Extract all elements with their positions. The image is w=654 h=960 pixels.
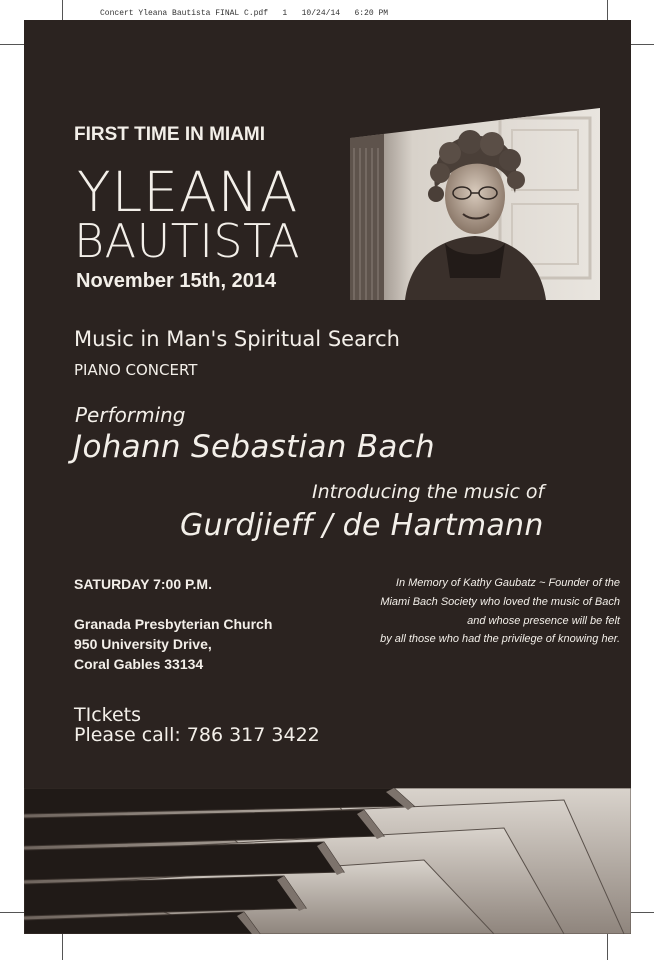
memorial-line-1: In Memory of Kathy Gaubatz ~ Founder of the [395, 577, 620, 589]
performer-photo [350, 108, 600, 300]
tickets-label: TIckets [74, 704, 142, 726]
print-header: Concert Yleana Bautista FINAL C.pdf 1 10/24/14 6:20 PM [100, 9, 389, 18]
kicker-text: FIRST TIME IN MIAMI [74, 124, 266, 145]
venue-line-1: Granada Presbyterian Church [74, 616, 273, 632]
piano-keys-image [24, 788, 631, 934]
memorial-line-2: Miami Bach Society who loved the music of Bach [380, 596, 620, 608]
performer-name-last: BAUTISTA [74, 214, 301, 268]
performer-name-first: YLEANA [77, 160, 299, 224]
composer-gurdjieff: Gurdjieff / de Hartmann [180, 508, 544, 543]
concert-type: PIANO CONCERT [74, 361, 198, 379]
concert-poster [24, 20, 631, 934]
venue-line-3: Coral Gables 33134 [74, 656, 204, 672]
introducing-label: Introducing the music of [312, 481, 545, 503]
concert-date: November 15th, 2014 [76, 270, 277, 292]
composer-bach: Johann Sebastian Bach [73, 429, 435, 465]
program-title: Music in Man's Spiritual Search [74, 327, 400, 351]
memorial-line-4: by all those who had the privilege of knowing her. [380, 633, 620, 645]
concert-time: SATURDAY 7:00 P.M. [74, 576, 212, 592]
venue-line-2: 950 University Drive, [74, 636, 212, 652]
tickets-phone: Please call: 786 317 3422 [74, 724, 320, 746]
performing-label: Performing [75, 403, 186, 427]
memorial-line-3: and whose presence will be felt [467, 615, 620, 627]
